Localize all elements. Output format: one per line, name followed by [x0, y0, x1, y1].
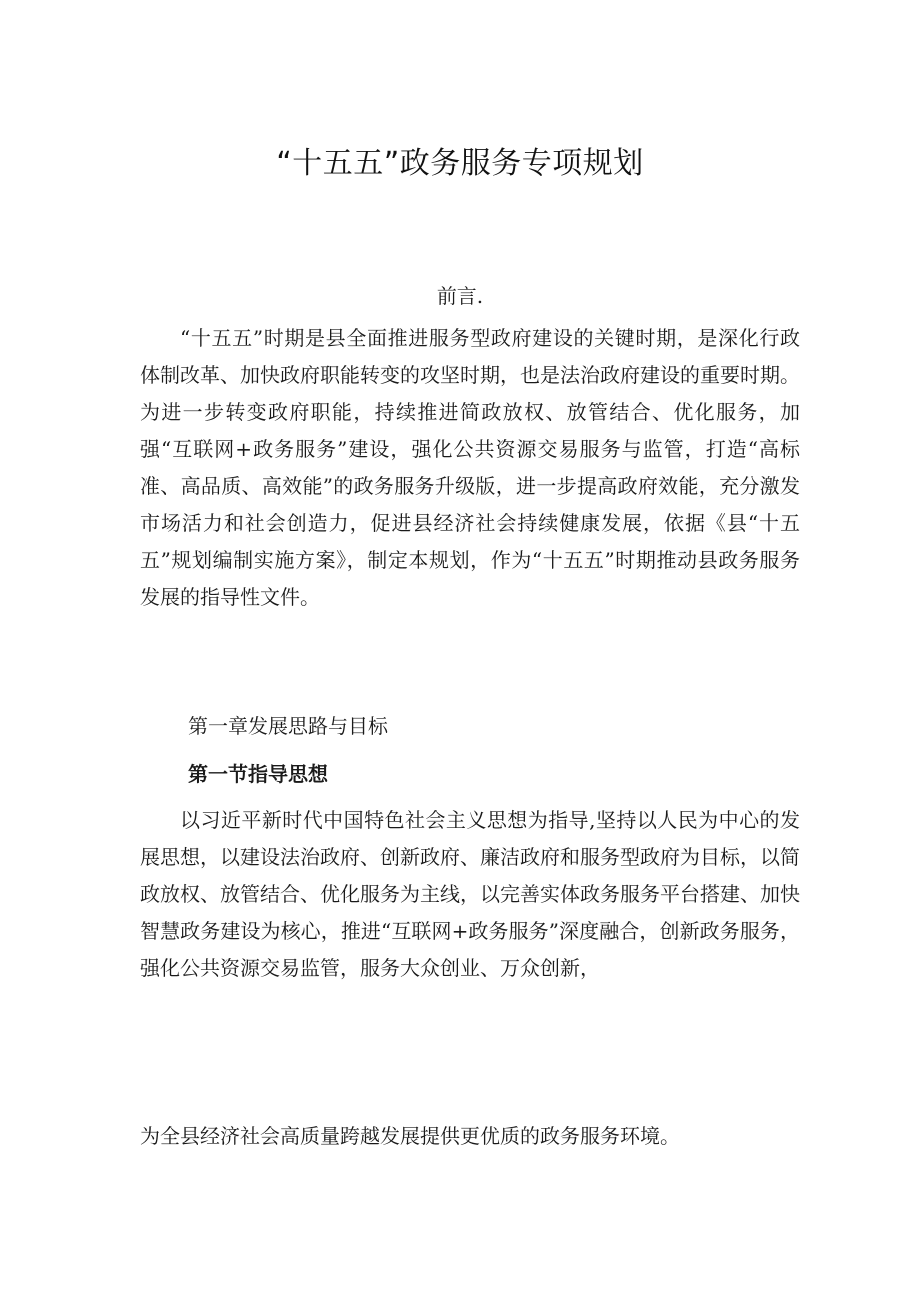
section-paragraph: 以习近平新时代中国特色社会主义思想为指导,坚持以人民为中心的发展思想，以建设法治政府、创新政府、廉洁政府和服务型政府为目标，以简政放权、放管结合、优化服务为主线，以完善实体政务服务平台搭建、加快智慧政务建设为核心，推进“互联网+政务服务”深度融合，创新政务服务，强化公共资源交易监管，服务大众创业、万众创新， — [140, 808, 800, 980]
section-heading: 第一节指导思想 — [188, 762, 328, 786]
preface-paragraph: “十五五”时期是县全面推进服务型政府建设的关键时期，是深化行政体制改革、加快政府职能转变的攻坚时期，也是法治政府建设的重要时期。为进一步转变政府职能，持续推进简政放权、放管结合、优化服务，加强“互联网+政务服务”建设，强化公共资源交易服务与监管，打造“高标准、高品质、高效能”的政务服务升级版，进一步提高政府效能，充分激发市场活力和社会创造力，促进县经济社会持续健康发展，依据《县“十五五”规划编制实施方案》，制定本规划，作为“十五五”时期推动县政务服务发展的指导性文件。 — [140, 326, 800, 609]
preface-heading: 前言. — [436, 284, 484, 308]
document-title: “十五五”政务服务专项规划 — [276, 146, 644, 181]
chapter-heading: 第一章发展思路与目标 — [188, 714, 388, 738]
closing-line: 为全县经济社会高质量跨越发展提供更优质的政务服务环境。 — [140, 1124, 680, 1148]
